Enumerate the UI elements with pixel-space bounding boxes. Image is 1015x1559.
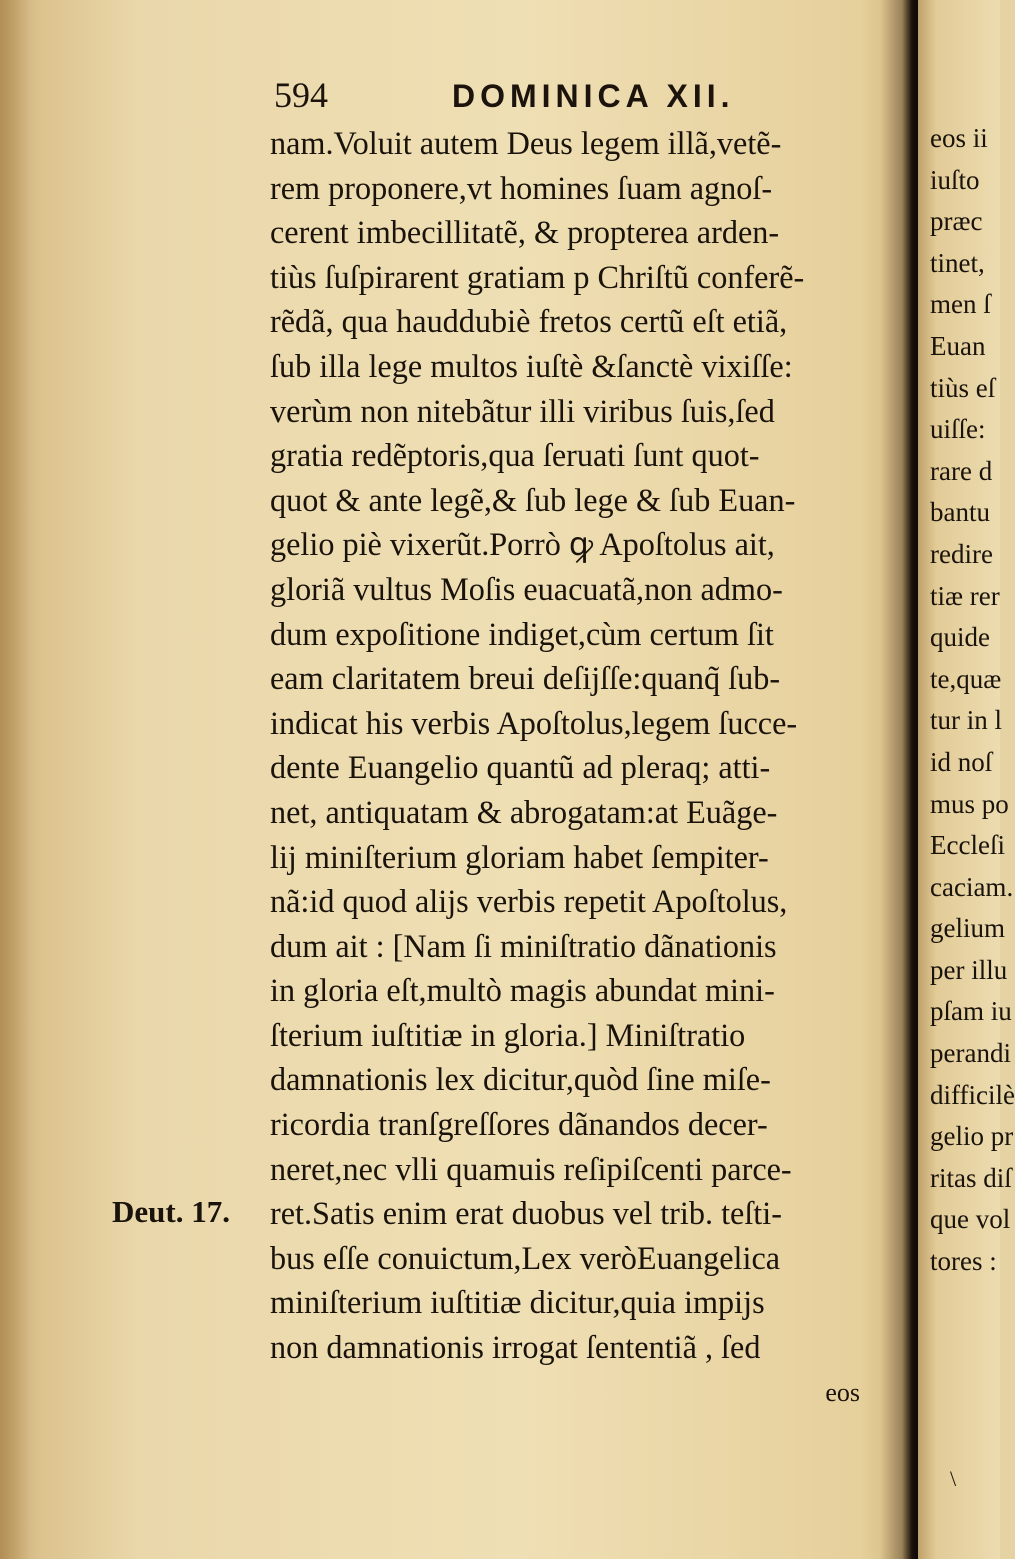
facing-line: tores : [930, 1246, 997, 1277]
text-line: damnationis lex dicitur,quòd ſine miſe- [270, 1062, 771, 1099]
facing-line: caciam. [930, 871, 1014, 902]
page-edge-stain [0, 0, 30, 1559]
facing-line: redire [930, 538, 993, 569]
running-title: DOMINICA XII. [452, 78, 735, 114]
text-line: ret.Satis enim erat duobus vel trib. teſti- [270, 1196, 782, 1233]
facing-line: que vol [930, 1204, 1011, 1235]
text-line: bus eſſe conuictum,Lex veròEuangelica [270, 1240, 781, 1277]
text-line: gratia redẽptoris,qua ſeruati ſunt quot- [270, 438, 760, 475]
text-line: gloriã vultus Moſis euacuatã,non admo- [270, 571, 783, 608]
facing-line: mus po [930, 788, 1009, 819]
facing-line: gelium [930, 913, 1005, 944]
facing-line: rare d [930, 455, 993, 486]
text-line: rẽdã, qua hauddubiè fretos certũ eſt etiã, [270, 304, 788, 341]
text-line: gelio piè vixerũt.Porrò ꝙ Apoſtolus ait, [270, 527, 775, 564]
text-line: eam claritatem breui deſijſſe:quanq̃ ſub- [270, 661, 781, 698]
facing-line: Euan [930, 330, 986, 361]
facing-line: uiſſe: [930, 414, 986, 445]
facing-line: tiùs eſ [930, 372, 996, 403]
facing-line: bantu [930, 497, 990, 528]
facing-line: tur in l [930, 705, 1002, 736]
page-number: 594 [274, 75, 328, 115]
facing-line: quide [930, 622, 990, 653]
facing-line: tinet, [930, 247, 985, 278]
facing-line: Eccleſi [930, 830, 1005, 861]
text-line: tiùs ſuſpirarent gratiam p Chriſtũ conferẽ- [270, 259, 805, 296]
text-line: nã:id quod alijs verbis repetit Apoſtolus, [270, 884, 788, 921]
facing-line: perandi [930, 1038, 1011, 1069]
facing-line: iuſto [930, 164, 980, 195]
text-line: cerent imbecillitatẽ, & propterea arden- [270, 215, 780, 252]
text-line: net, antiquatam & abrogatam:at Euãge- [270, 794, 778, 831]
facing-line: præc [930, 206, 983, 237]
text-line: ricordia tranſgreſſores dãnandos decer- [270, 1107, 768, 1144]
text-line: ſub illa lege multos iuſtè &ſanctè vixiſſe: [270, 348, 793, 385]
facing-line: tiæ rer [930, 580, 1000, 611]
facing-line: difficilè [930, 1079, 1015, 1110]
main-text-column [270, 122, 910, 1415]
facing-line: eos ii [930, 123, 988, 153]
text-line: dente Euangelio quantũ ad pleraq; atti- [270, 750, 771, 787]
text-line: dum ait : [Nam ſi miniſtratio dãnationis [270, 928, 777, 965]
facing-line: ritas diſ [930, 1162, 1012, 1193]
page-header [274, 74, 894, 118]
text-line: non damnationis irrogat ſententiã , ſed [270, 1330, 761, 1367]
facing-line: pſam iu [930, 996, 1012, 1027]
facing-line: id noſ [930, 746, 993, 777]
facing-line: gelio pr [930, 1121, 1014, 1152]
facing-line: te,quæ [930, 663, 1002, 694]
text-line: ſterium iuſtitiæ in gloria.] Miniſtratio [270, 1017, 746, 1054]
text-line: verùm non nitebãtur illi viribus ſuis,ſed [270, 393, 775, 430]
text-line: quot & ante legẽ,& ſub lege & ſub Euan- [270, 482, 796, 519]
text-line: in gloria eſt,multò magis abundat mini- [270, 973, 775, 1010]
facing-line: per illu [930, 954, 1008, 985]
stray-mark: \ [950, 1466, 957, 1491]
text-line: rem proponere,vt homines ſuam agnoſ- [270, 170, 773, 207]
text-line: lij miniſterium gloriam habet ſempiter- [270, 839, 769, 876]
text-line: neret,nec vlli quamuis reſipiſcenti parce- [270, 1151, 792, 1188]
catchword: eos [825, 1377, 860, 1407]
facing-line: men ſ [930, 289, 991, 320]
text-line: indicat his verbis Apoſtolus,legem ſucce- [270, 705, 798, 742]
text-line: miniſterium iuſtitiæ dicitur,quia impijs [270, 1285, 765, 1322]
text-line: nam.Voluit autem Deus legem illã,vetẽ- [270, 126, 782, 162]
text-line: dum expoſitione indiget,cùm certum ſit [270, 616, 774, 653]
facing-page-text [930, 118, 1015, 1283]
margin-reference: Deut. 17. [112, 1194, 230, 1229]
